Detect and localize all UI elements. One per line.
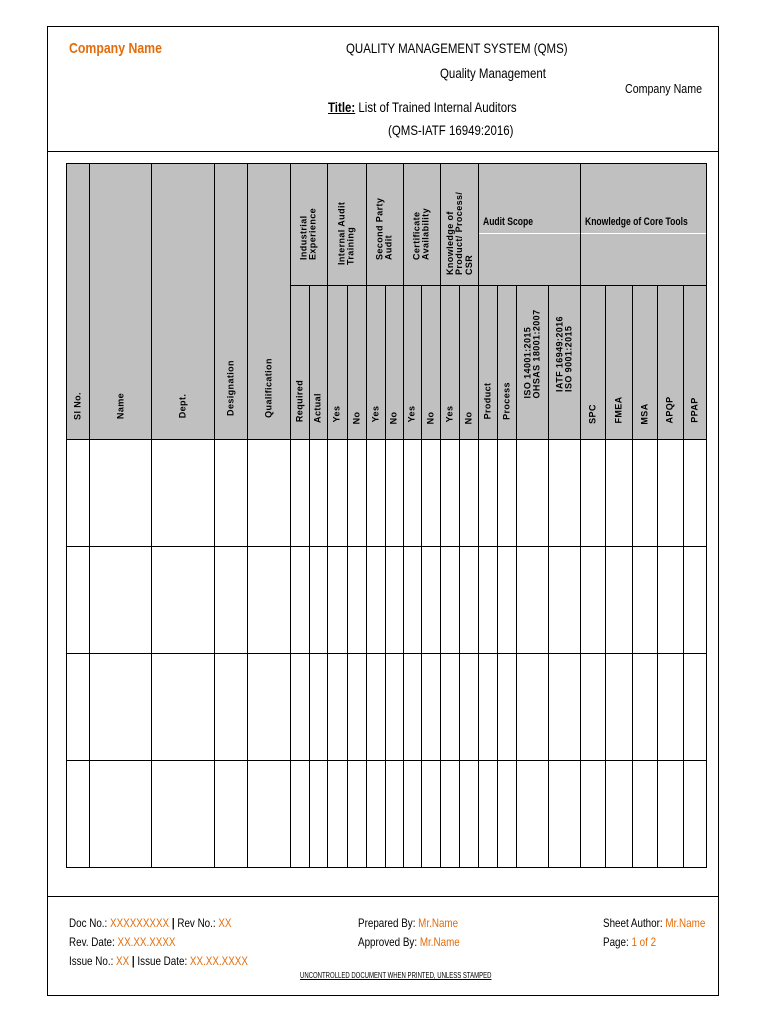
sub-process: Process: [498, 286, 517, 440]
doc-code: (QMS-IATF 16949:2016): [388, 122, 514, 138]
col-second-party-audit: Second Party Audit: [366, 164, 403, 286]
col-name: Name: [90, 164, 152, 440]
page-value: 1 of 2: [631, 935, 657, 949]
sub-ppap: PPAP: [683, 286, 706, 440]
uncontrolled-note: UNCONTROLLED DOCUMENT WHEN PRINTED, UNLESS STAMPED: [300, 971, 492, 980]
rev-date-line: [69, 936, 175, 948]
sub-no-2: No: [385, 286, 403, 440]
sub-actual: Actual: [309, 286, 327, 440]
col-sl-no: Sl No.: [67, 164, 90, 440]
page-line: [603, 936, 656, 948]
company-name-right: Company Name: [625, 81, 703, 96]
rev-date-value: XX.XX.XXXX: [117, 935, 176, 949]
header-divider: [47, 151, 719, 152]
sub-yes-1: Yes: [327, 286, 347, 440]
approved-label: Approved By:: [358, 935, 418, 949]
col-industrial-experience: Industrial Experience: [290, 164, 327, 286]
col-audit-scope: Audit Scope: [479, 164, 581, 286]
footer-divider: [47, 896, 719, 897]
company-name-left: Company Name: [69, 40, 162, 57]
table-row: [67, 547, 707, 654]
col-designation: Designation: [215, 164, 247, 440]
title-label: Title:: [328, 99, 356, 115]
iso14001-label: ISO 14001:2015: [522, 326, 533, 399]
sub-yes-4: Yes: [441, 286, 460, 440]
table-row: [67, 440, 707, 547]
auditor-table: [66, 163, 707, 868]
rev-no-label: Rev No.:: [177, 916, 216, 930]
author-label: Sheet Author:: [603, 916, 663, 930]
sub-apqp: APQP: [657, 286, 683, 440]
sub-msa: MSA: [632, 286, 657, 440]
prepared-value: Mr.Name: [418, 916, 459, 930]
author-line: [603, 917, 705, 929]
system-title: QUALITY MANAGEMENT SYSTEM (QMS): [346, 40, 568, 56]
col-certificate-availability: Certificate Availability: [403, 164, 440, 286]
page-label: Page:: [603, 935, 629, 949]
doc-rev-line: Doc No.: XXXXXXXXX | Rev No.: XX: [69, 916, 232, 930]
sub-fmea: FMEA: [606, 286, 632, 440]
sub-no-3: No: [421, 286, 440, 440]
col-qualification: Qualification: [247, 164, 290, 440]
sub-title: Quality Management: [440, 65, 546, 81]
doc-no-value: XXXXXXXXX: [110, 916, 170, 930]
issue-date-label: Issue Date:: [137, 954, 188, 968]
title-text: List of Trained Internal Auditors: [358, 99, 517, 115]
sub-no-1: No: [347, 286, 366, 440]
col-dept: Dept.: [152, 164, 215, 440]
issue-no-label: Issue No.:: [69, 954, 114, 968]
sub-yes-2: Yes: [366, 286, 385, 440]
issue-no-value: XX: [116, 954, 130, 968]
col-knowledge-product: Knowledge of Product/ Process/ CSR: [441, 164, 479, 286]
sub-yes-3: Yes: [403, 286, 421, 440]
prepared-line: [358, 917, 458, 929]
rev-no-value: XX: [218, 916, 232, 930]
sub-spc: SPC: [581, 286, 606, 440]
col-core-tools: Knowledge of Core Tools: [581, 164, 707, 286]
table-row: [67, 654, 707, 761]
rev-date-label: Rev. Date:: [69, 935, 115, 949]
sub-product: Product: [479, 286, 498, 440]
author-value: Mr.Name: [665, 916, 706, 930]
doc-title: [328, 100, 517, 114]
prepared-label: Prepared By:: [358, 916, 416, 930]
doc-no-label: Doc No.:: [69, 916, 108, 930]
issue-date-value: XX.XX.XXXX: [189, 954, 248, 968]
sub-required: Required: [290, 286, 309, 440]
sub-no-4: No: [460, 286, 479, 440]
sub-iatf-iso9001: [549, 286, 581, 440]
approved-line: [358, 936, 460, 948]
col-internal-audit-training: Internal Audit Training: [327, 164, 366, 286]
ohsas-label: OHSAS 18001:2007: [531, 309, 542, 399]
table-row: [67, 761, 707, 868]
approved-value: Mr.Name: [419, 935, 460, 949]
iatf-label: IATF 16949:2016: [554, 316, 565, 392]
iso9001-label: ISO 9001:2015: [563, 325, 574, 392]
issue-line: Issue No.: XX | Issue Date: XX.XX.XXXX: [69, 954, 248, 968]
sub-iso14001-ohsas: [517, 286, 549, 440]
